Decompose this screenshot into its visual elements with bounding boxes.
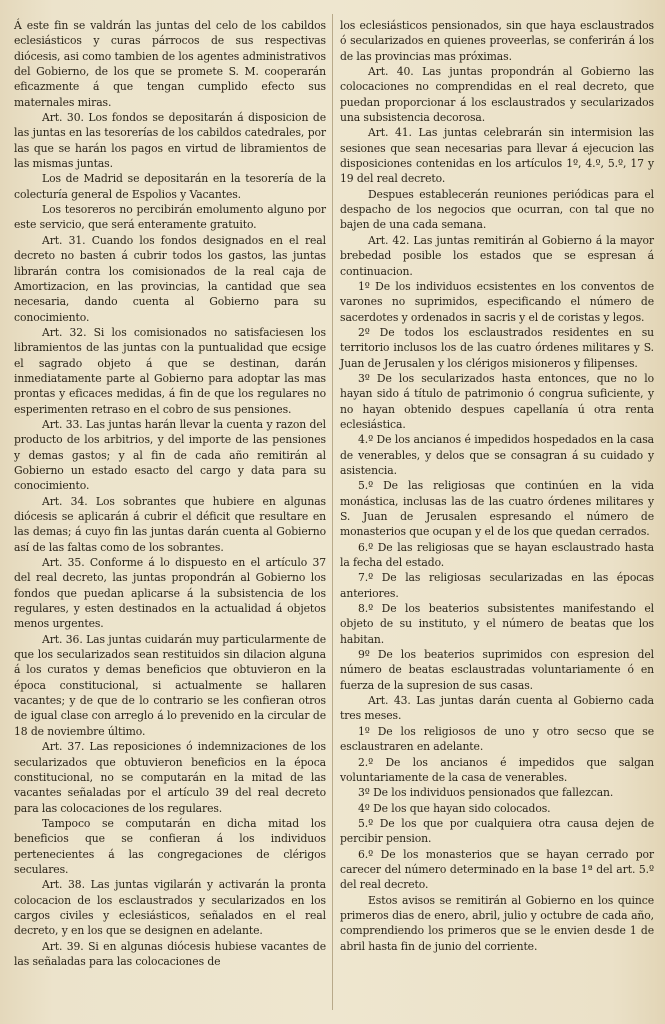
text-paragraph: Art. 43. Las juntas darán cuenta al Gobierno cada tres meses. xyxy=(340,694,654,723)
list-item-paragraph: 7.º De las religiosas secularizadas en las épocas anteriores. xyxy=(340,571,654,600)
list-item-paragraph: 8.º De los beaterios subsistentes manifestando el objeto de su instituto, y el número de beatas que los habitan. xyxy=(340,602,654,646)
text-paragraph: Art. 38. Las juntas vigilarán y activarán la pronta colocacion de los esclaustrados y secularizados en los cargos civiles y eclesiásticos, señalados en el real decreto, y en los que se designen en adelante. xyxy=(14,878,326,938)
text-paragraph: Art. 39. Si en algunas diócesis hubiese vacantes de las señaladas para las colocaciones de xyxy=(14,939,326,968)
text-paragraph: Los tesoreros no percibirán emolumento alguno por este servicio, que será enteramente gratuito. xyxy=(14,203,326,232)
list-item-paragraph: 9º De los beaterios suprimidos con espresion del número de beatas esclaustradas voluntariamente ó en fuerza de la supresion de sus casas. xyxy=(340,648,654,692)
list-item-paragraph: 5.º De las religiosas que continúen en la vida monástica, inclusas las de las cuatro órdenes militares y S. Juan de Jerusalen espresando el número de monasterios que ocupan y el de los que quedan cerrados. xyxy=(340,479,654,539)
text-paragraph: Estos avisos se remitirán al Gobierno en los quince primeros dias de enero, abril, julio y octubre de cada año, comprendiendo los primeros que se le envien desde 1 de abril hasta fin de junio del corriente. xyxy=(340,893,654,953)
text-paragraph: Art. 35. Conforme á lo dispuesto en el artículo 37 del real decreto, las juntas propondrán al Gobierno los fondos que puedan aplicarse á la subsistencia de los regulares, y esten destinados en la actualidad á objetos menos urgentes. xyxy=(14,556,326,631)
list-item-paragraph: 6.º De las religiosas que se hayan esclaustrado hasta la fecha del estado. xyxy=(340,540,654,570)
text-paragraph: Art. 40. Las juntas propondrán al Gobierno las colocaciones no comprendidas en el real decreto, que puedan proporcionar á los esclaustrados y secularizados una subsistencia decorosa. xyxy=(340,65,654,125)
text-paragraph: Á este fin se valdrán las juntas del celo de los cabildos eclesiásticos y curas párrocos de sus respectivas diócesis, asi como tambien de los agentes administrativos del Gobierno, de los que se promete S. M. cooperarán eficazmente á que tengan cumplido efecto sus maternales miras. xyxy=(14,19,326,109)
text-paragraph: Art. 42. Las juntas remitirán al Gobierno á la mayor brebedad posible los estados que se espresan á continuacion. xyxy=(340,233,654,278)
text-paragraph: Art. 30. Los fondos se depositarán á disposicion de las juntas en las tesorerías de los cabildos catedrales, por las que se harán los pagos en virtud de libramientos de las mismas juntas. xyxy=(14,111,326,171)
text-paragraph: Art. 31. Cuando los fondos designados en el real decreto no basten á cubrir todos los gastos, las juntas librarán contra los comisionados de la real caja de Amortizacion, en las provincias, la cantidad que sea necesaria, dando cuenta al Gobierno para su conocimiento. xyxy=(14,233,326,324)
text-paragraph: Despues establecerán reuniones periódicas para el despacho de los negocios que ocurran, con tal que no bajen de una cada semana. xyxy=(340,187,654,232)
list-item-paragraph: 2.º De los ancianos é impedidos que salgan voluntariamente de la casa de venerables. xyxy=(340,755,654,784)
text-paragraph: Art. 37. Las reposiciones ó indemnizaciones de los secularizados que obtuvieron beneficios en la época constitucional, no se computarán en la mitad de las vacantes señaladas por el artículo 39 del real decreto para las colocaciones de los regulares. xyxy=(14,740,326,815)
list-item-paragraph: 6.º De los monasterios que se hayan cerrado por carecer del número determinado en la base 1ª del art. 5.º del real decreto. xyxy=(340,847,654,892)
list-item-paragraph: 5.º De los que por cualquiera otra causa dejen de percibir pension. xyxy=(340,816,654,846)
column-divider xyxy=(332,14,333,1010)
list-item-paragraph: 4.º De los ancianos é impedidos hospedados en la casa de venerables, y delos que se consagran á su cuidado y asistencia. xyxy=(340,433,654,477)
list-item-paragraph: 4º De los que hayan sido colocados. xyxy=(358,801,551,815)
right-column xyxy=(340,18,654,954)
text-paragraph: Los de Madrid se depositarán en la tesorería de la colecturía general de Espolios y Vacantes. xyxy=(14,172,326,201)
text-paragraph: Art. 41. Las juntas celebrarán sin intermision las sesiones que sean necesarias para llevar á ejecucion las disposiciones contenidas en los artículos 1º, 4.º, 5.º, 17 y 19 del real decreto. xyxy=(340,126,654,186)
text-paragraph: Art. 34. Los sobrantes que hubiere en algunas diócesis se aplicarán á cubrir el déficit que resultare en las demas; á cuyo fin las juntas darán cuenta al Gobierno así de las faltas como de los sobrantes. xyxy=(14,494,326,554)
text-paragraph: los eclesiásticos pensionados, sin que haya esclaustrados ó secularizados en quienes proveerlas, se conferirán á los de las provincias mas próximas. xyxy=(340,19,654,63)
text-paragraph: Art. 33. Las juntas harán llevar la cuenta y razon del producto de los arbitrios, y del importe de las pensiones y demas gastos; y al fin de cada año remitirán al Gobierno un estado esacto del cargo y data para su conocimiento. xyxy=(14,417,326,493)
list-item-paragraph: 1º De los individuos ecsistentes en los conventos de varones no suprimidos, especificando el número de sacerdotes y ordenados in sacris y el de coristas y legos. xyxy=(340,279,654,324)
text-paragraph: Art. 36. Las juntas cuidarán muy particularmente de que los secularizados sean restituidos sin dilacion alguna á los curatos y demas beneficios que obtuvieron en la época constitucional, si actualmente se hallaren vacantes; y de que de lo contrario se les confieran otros de igual clase con arreglo á lo prevenido en la circular de 18 de noviembre último. xyxy=(14,632,326,738)
left-column xyxy=(14,18,326,969)
text-paragraph: Art. 32. Si los comisionados no satisfaciesen los libramientos de las juntas con la puntualidad que ecsige el sagrado objeto á que se destinan, darán inmediatamente parte al Gobierno para adoptar las mas prontas y eficaces medidas, á fin de que los regulares no esperimenten retraso en el cobro de sus pensiones. xyxy=(14,325,326,416)
list-item-paragraph: 1º De los religiosos de uno y otro secso que se esclaustraren en adelante. xyxy=(340,724,654,754)
text-paragraph: Tampoco se computarán en dicha mitad los beneficios que se confieran á los individuos pertenecientes á las congregaciones de clérigos seculares. xyxy=(14,816,326,876)
list-item-paragraph: 3º De los secularizados hasta entonces, que no lo hayan sido á título de patrimonio ó congrua suficiente, y no hayan obtenido despues capellanía ú otra renta eclesiástica. xyxy=(340,371,654,431)
list-item-paragraph: 3º De los individuos pensionados que fallezcan. xyxy=(358,786,614,800)
list-item-paragraph: 2º De todos los esclaustrados residentes en su territorio inclusos los de las cuatro órdenes militares y S. Juan de Jerusalen y los clérigos misioneros y filipenses. xyxy=(340,325,654,370)
